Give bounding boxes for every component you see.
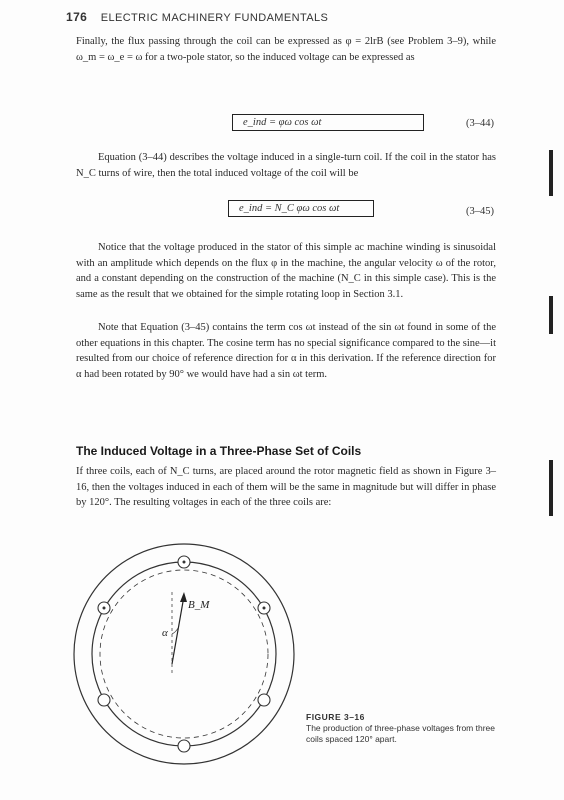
thumb-index-bar: [549, 296, 553, 334]
equation-number-3-44: (3–44): [466, 118, 494, 129]
running-title: ELECTRIC MACHINERY FUNDAMENTALS: [100, 12, 329, 24]
section-heading: The Induced Voltage in a Three-Phase Set of Coils: [76, 444, 362, 458]
figure-label: FIGURE 3–16: [306, 712, 365, 722]
stator-inner-circle: [92, 562, 276, 746]
running-head: [66, 10, 328, 24]
thumb-index-bar: [549, 150, 553, 196]
field-vector: [172, 596, 184, 664]
equation-3-45: e_ind = N_C φω cos ωt: [228, 200, 374, 217]
paragraph-3: Notice that the voltage produced in the stator of this simple ac machine winding is sinusoidal with an amplitude which depends on the flux φ in the machine, the angular velocity ω of the rotor, and a constant depending on the construction of the machine (N_C in this simple case). This is the same as the result that we obtained for the simple rotating loop in Section 3.1.: [76, 242, 496, 300]
equation-number-3-45: (3–45): [466, 206, 494, 217]
paragraph-2: Equation (3–44) describes the voltage induced in a single-turn coil. If the coil in the stator has N_C turns of wire, then the total induced voltage of the coil will be: [76, 152, 496, 179]
coil-slot: [258, 694, 270, 706]
paragraph-4: Note that Equation (3–45) contains the term cos ωt instead of the sin ωt found in some of the other equations in this chapter. The cosine term has no special significance compared to the sine—it resulted from our choice of reference direction for α in this derivation. If the reference direction for α had been rotated by 90° we would have had a sin ωt term.: [76, 322, 496, 380]
paragraph-1: Finally, the flux passing through the coil can be expressed as φ = 2lrB (see Problem 3–9), while ω_m = ω_e = ω for a two-pole stator, so the induced voltage can be expressed as: [76, 36, 496, 63]
thumb-index-bar: [549, 460, 553, 516]
coil-slot: [98, 694, 110, 706]
angle-label: α: [162, 627, 168, 639]
coil-slot: [178, 740, 190, 752]
figure-caption: [306, 712, 506, 745]
equation-3-44: e_ind = φω cos ωt: [232, 114, 424, 131]
paragraph-5: If three coils, each of N_C turns, are placed around the rotor magnetic field as shown in Figure 3–16, then the voltages induced in each of them will be the same in magnitude but will differ in phase by 120°. The resulting voltages in each of the three coils are:: [76, 466, 496, 508]
stator-outer-circle: [74, 544, 294, 764]
three-coil-figure: [72, 536, 302, 786]
figure-caption-text: The production of three-phase voltages from three coils spaced 120° apart.: [306, 723, 495, 744]
vector-label: B_M: [188, 599, 210, 611]
page-number: 176: [66, 10, 88, 24]
